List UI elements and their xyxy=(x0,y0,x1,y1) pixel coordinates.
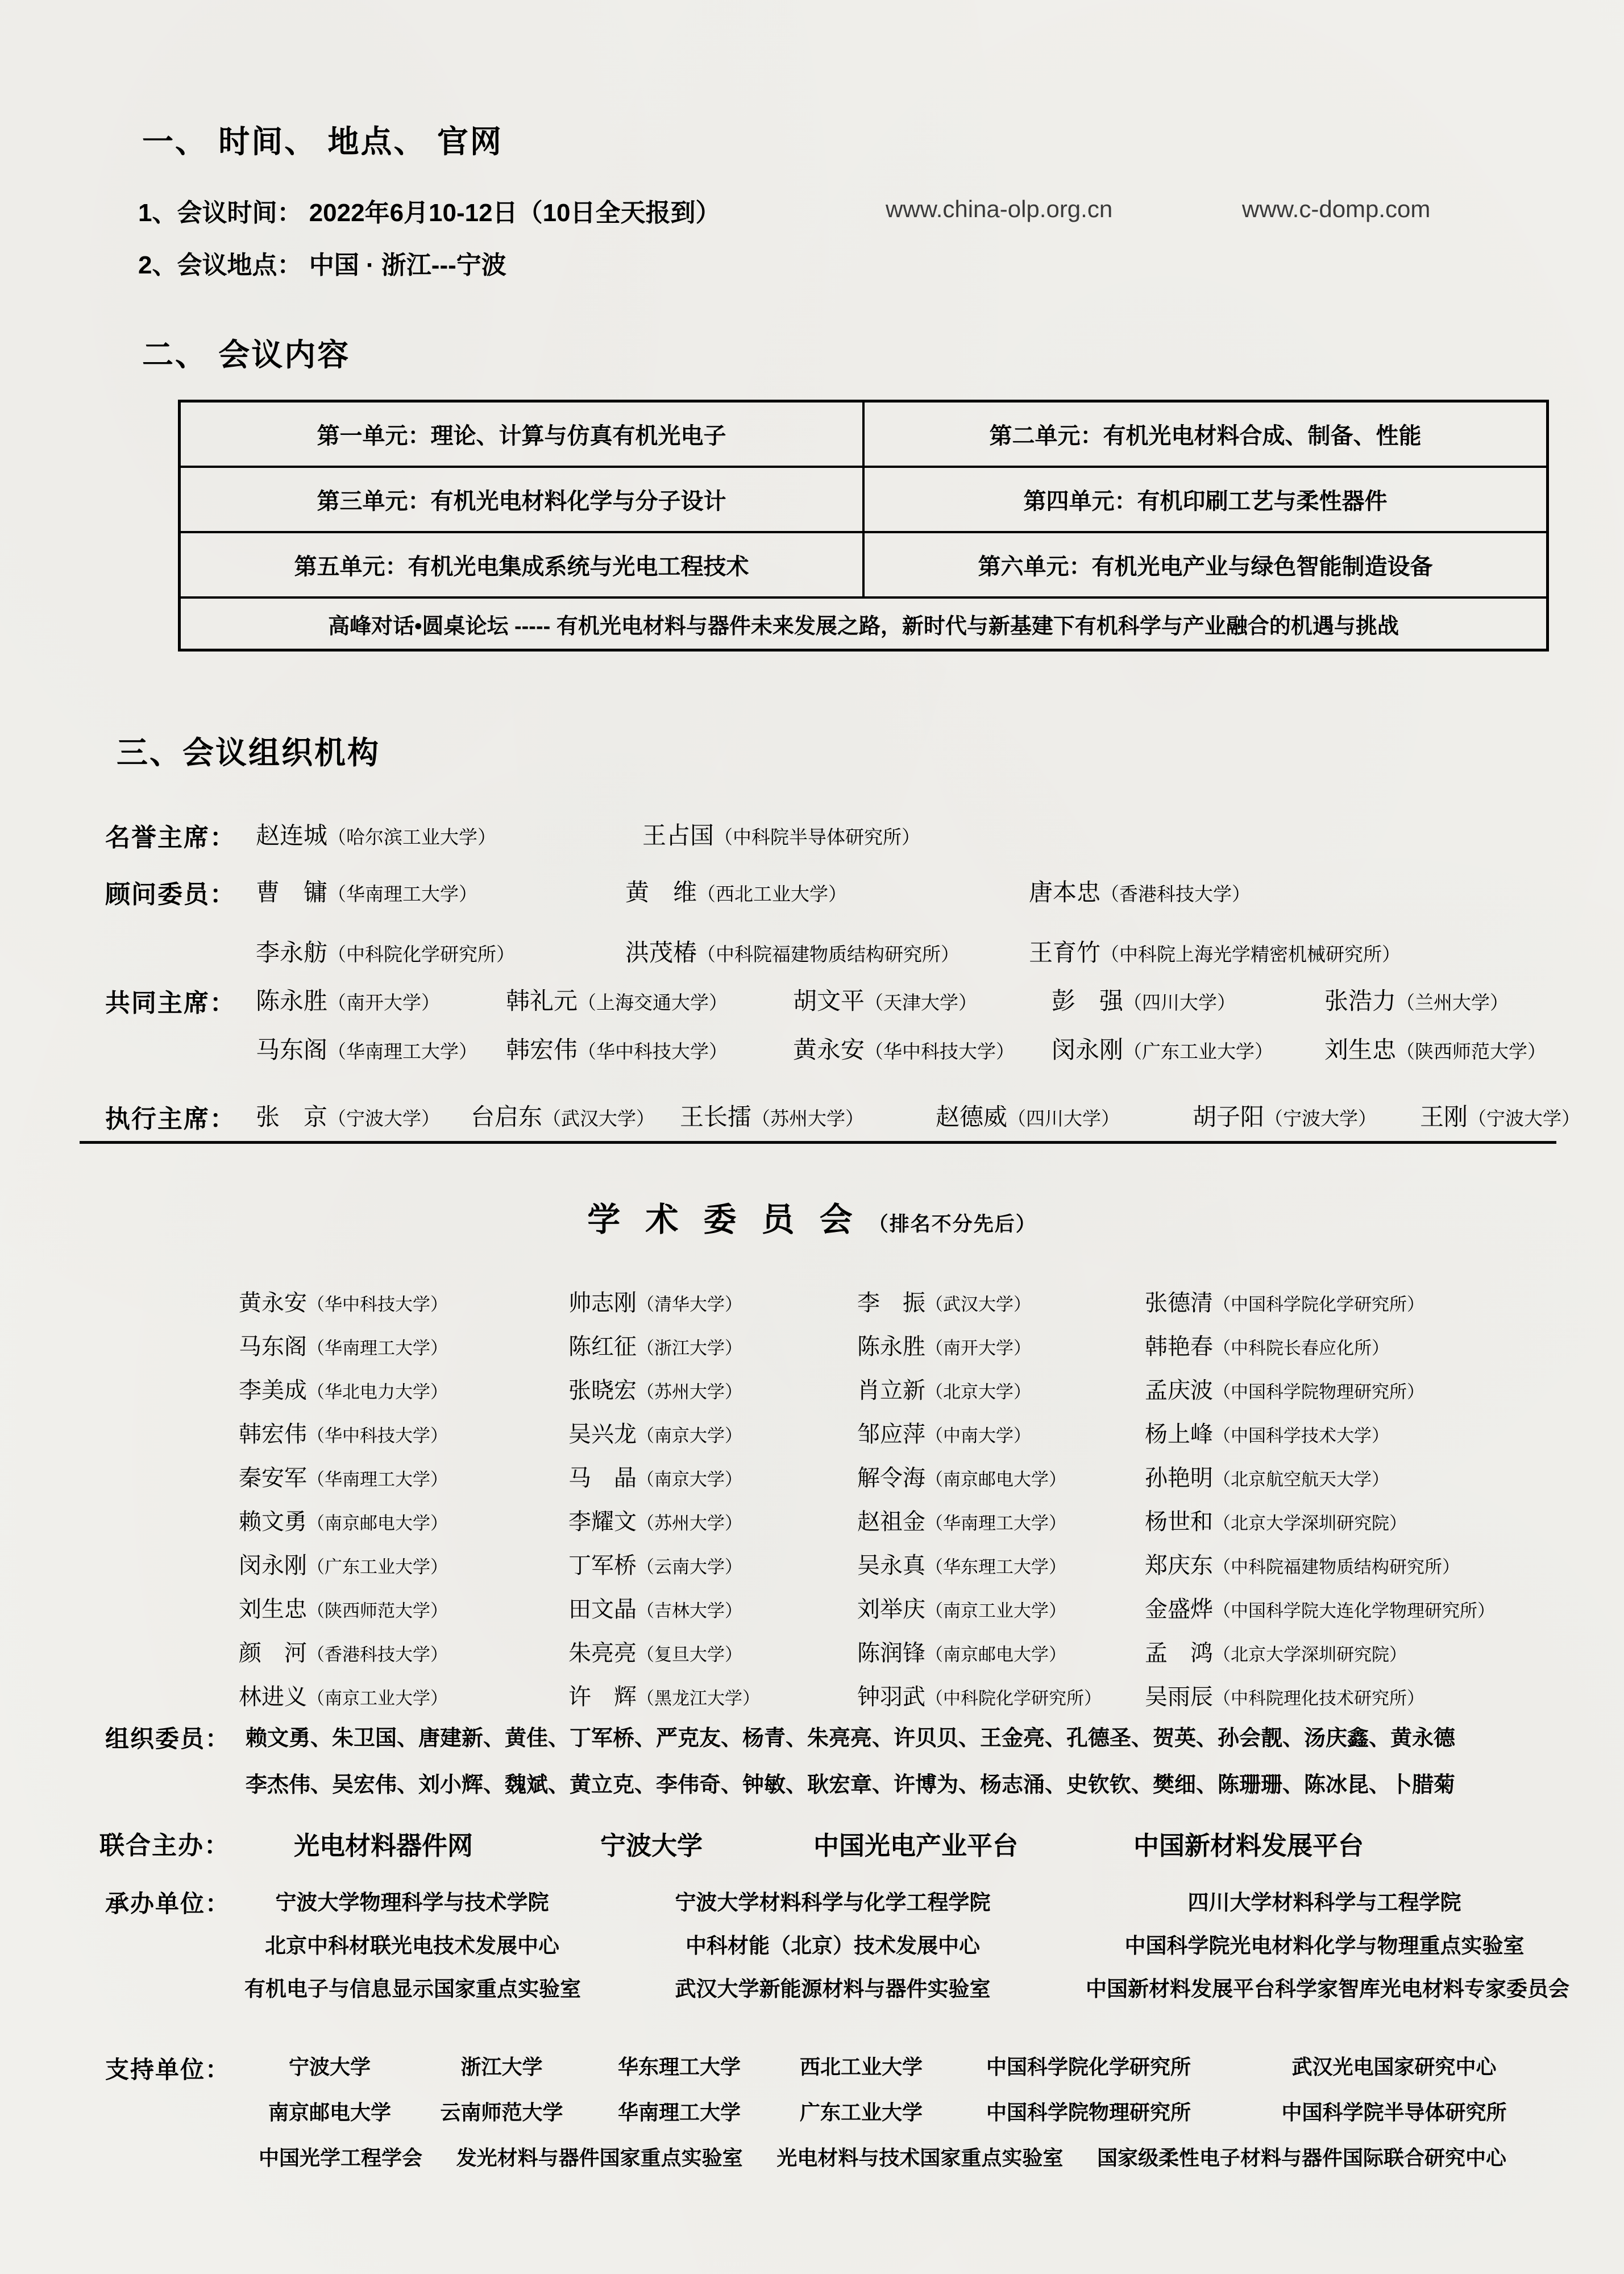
person xyxy=(1193,1098,1420,1132)
person-name: 金盛烨 xyxy=(1145,1597,1213,1622)
person-name: 黄 维 xyxy=(625,879,697,906)
person-affiliation: （华东理工大学） xyxy=(925,1557,1066,1577)
cohost-item: 光电材料器件网 xyxy=(294,1831,474,1860)
person-affiliation: （华中科技大学） xyxy=(865,1041,1015,1062)
person-affiliation: （浙江大学） xyxy=(637,1338,742,1358)
section-heading-time-place: 一、 时间、 地点、 官网 xyxy=(142,124,503,159)
committee-member xyxy=(857,1547,1145,1580)
committee-member xyxy=(857,1372,1145,1405)
committee-member xyxy=(568,1329,857,1361)
section-heading-content: 二、 会议内容 xyxy=(142,337,351,372)
person-affiliation: （哈尔滨工业大学） xyxy=(327,827,497,848)
committee-member xyxy=(1145,1635,1563,1667)
person-affiliation: （北京大学深圳研究院） xyxy=(1213,1513,1407,1533)
session-cell: 第四单元：有机印刷工艺与柔性器件 xyxy=(862,468,1546,531)
person-affiliation: （天津大学） xyxy=(865,992,978,1013)
person-name: 李耀文 xyxy=(568,1509,637,1534)
person-affiliation: （吉林大学） xyxy=(637,1601,742,1621)
officer-label: 顾问委员： xyxy=(105,881,236,908)
person-name: 吴永真 xyxy=(857,1553,925,1578)
person-affiliation: （香港科技大学） xyxy=(307,1645,448,1665)
person-name: 帅志刚 xyxy=(568,1290,637,1316)
committee-member xyxy=(568,1635,857,1667)
person-name: 钟羽武 xyxy=(857,1684,925,1709)
committee-member xyxy=(239,1547,568,1580)
person-name: 闵永刚 xyxy=(1052,1036,1124,1063)
person-affiliation: （中国科学院大连化学物理研究所） xyxy=(1213,1601,1495,1621)
person xyxy=(471,1098,680,1132)
committee-member xyxy=(1145,1679,1563,1711)
person-name: 唐本忠 xyxy=(1029,879,1101,906)
organizer-unit: 北京中科材联光电技术发展中心 xyxy=(265,1934,559,1957)
committee-member xyxy=(568,1460,857,1492)
officer-line xyxy=(256,874,1577,908)
cohost-item: 宁波大学 xyxy=(600,1831,703,1860)
person xyxy=(642,817,1577,851)
committee-member xyxy=(568,1504,857,1536)
person-affiliation: （中国科学技术大学） xyxy=(1213,1426,1389,1446)
person xyxy=(256,1098,471,1132)
person-affiliation: （四川大学） xyxy=(1007,1108,1120,1129)
committee-member xyxy=(1145,1460,1563,1492)
website-link-secondary[interactable]: www.c-domp.com xyxy=(1242,196,1431,222)
officer-line xyxy=(256,1031,1577,1065)
person-affiliation: （四川大学） xyxy=(1123,992,1236,1013)
person-name: 丁军桥 xyxy=(568,1553,637,1578)
person-affiliation: （中国科学院物理研究所） xyxy=(1213,1382,1424,1402)
person-name: 马东阁 xyxy=(256,1036,328,1063)
support-unit: 中国科学院化学研究所 xyxy=(986,2055,1191,2078)
committee-member xyxy=(568,1547,857,1580)
person-affiliation: （武汉大学） xyxy=(925,1294,1031,1314)
person-affiliation: （华中科技大学） xyxy=(307,1426,448,1446)
person-affiliation: （北京大学） xyxy=(925,1382,1031,1402)
person-affiliation: （西北工业大学） xyxy=(697,883,848,904)
table-row xyxy=(181,468,1546,533)
person-affiliation: （宁波大学） xyxy=(1468,1108,1581,1129)
support-units-label: 支持单位： xyxy=(105,2056,231,2083)
person xyxy=(793,1031,1052,1065)
committee-member xyxy=(239,1679,568,1711)
person xyxy=(1052,982,1324,1016)
person-name: 胡文平 xyxy=(793,987,865,1014)
committee-member xyxy=(239,1591,568,1624)
session-cell: 第二单元：有机光电材料合成、制备、性能 xyxy=(862,402,1546,466)
committee-member xyxy=(239,1504,568,1536)
person-name: 王育竹 xyxy=(1029,939,1101,966)
person xyxy=(256,1031,506,1065)
person-affiliation: （清华大学） xyxy=(637,1294,742,1314)
person-name: 李 振 xyxy=(857,1290,925,1316)
session-table xyxy=(178,400,1549,652)
support-unit: 西北工业大学 xyxy=(799,2055,923,2078)
person xyxy=(793,982,1052,1016)
person-name: 闵永刚 xyxy=(239,1553,307,1578)
person-name: 马 晶 xyxy=(568,1466,637,1491)
person-name: 赵德威 xyxy=(936,1103,1008,1130)
person-name: 吴兴龙 xyxy=(568,1422,637,1447)
committee-member xyxy=(239,1635,568,1667)
organizer-unit: 中科材能（北京）技术发展中心 xyxy=(686,1934,980,1957)
person-affiliation: （黑龙江大学） xyxy=(637,1688,760,1708)
person xyxy=(256,874,625,908)
session-cell: 第一单元：理论、计算与仿真有机光电子 xyxy=(317,424,726,449)
person-name: 陈红征 xyxy=(568,1334,637,1359)
person-affiliation: （华北电力大学） xyxy=(307,1382,448,1402)
person-affiliation: （兰州大学） xyxy=(1396,992,1509,1013)
organizer-unit: 中国新材料发展平台科学家智库光电材料专家委员会 xyxy=(1086,1977,1569,2001)
person-name: 杨世和 xyxy=(1145,1509,1213,1534)
person-name: 刘生忠 xyxy=(239,1597,307,1622)
person-affiliation: （广东工业大学） xyxy=(307,1557,448,1577)
committee-member xyxy=(239,1329,568,1361)
person-name: 孙艳明 xyxy=(1145,1466,1213,1491)
person-affiliation: （华南理工大学） xyxy=(925,1513,1066,1533)
officer-line xyxy=(256,817,1577,851)
committee-member xyxy=(857,1460,1145,1492)
person xyxy=(1324,982,1577,1016)
section-divider xyxy=(80,1141,1556,1144)
person-affiliation: （南京邮电大学） xyxy=(925,1470,1066,1489)
organizing-committee-line: 李杰伟、吴宏伟、刘小辉、魏斌、黄立克、李伟奇、钟敏、耿宏章、许博为、杨志涌、史钦钦、樊细、陈珊珊、陈冰昆、卜腊菊 xyxy=(246,1773,1456,1797)
person-name: 台启东 xyxy=(471,1103,543,1130)
executive-chair-row xyxy=(105,1098,1581,1135)
support-units-row xyxy=(244,2097,1563,2126)
person xyxy=(256,817,642,851)
person xyxy=(506,1031,793,1065)
organizer-unit: 武汉大学新能源材料与器件实验室 xyxy=(675,1977,991,2001)
organizer-units-label: 承办单位： xyxy=(105,1890,231,1917)
committee-member xyxy=(1145,1329,1563,1361)
organizer-units-row xyxy=(244,1928,1563,1959)
table-row xyxy=(181,402,1546,468)
table-row xyxy=(181,533,1546,599)
person-name: 林进义 xyxy=(239,1684,307,1709)
person-affiliation: （苏州大学） xyxy=(751,1108,865,1129)
person-name: 王刚 xyxy=(1420,1103,1468,1130)
support-unit: 浙江大学 xyxy=(460,2055,543,2078)
person-name: 陈永胜 xyxy=(256,987,328,1014)
session-cell: 第三单元：有机光电材料化学与分子设计 xyxy=(317,489,726,514)
person-affiliation: （中国科学院化学研究所） xyxy=(1213,1294,1424,1314)
support-unit: 华东理工大学 xyxy=(617,2055,741,2078)
person-name: 赵连城 xyxy=(256,822,328,849)
cohost-item: 中国光电产业平台 xyxy=(813,1831,1019,1860)
person-affiliation: （中科院化学研究所） xyxy=(327,944,516,965)
person-affiliation: （南京工业大学） xyxy=(307,1688,448,1708)
person-name: 张 京 xyxy=(256,1103,328,1130)
organizer-units-row xyxy=(244,1885,1563,1916)
support-unit: 云南师范大学 xyxy=(440,2101,563,2124)
person-affiliation: （南京大学） xyxy=(637,1426,742,1446)
person-name: 解令海 xyxy=(857,1466,925,1491)
person-name: 郑庆东 xyxy=(1145,1553,1213,1578)
person xyxy=(625,874,1029,908)
committee-member xyxy=(568,1285,857,1317)
person-name: 韩宏伟 xyxy=(239,1422,307,1447)
person-name: 韩礼元 xyxy=(506,987,578,1014)
person-name: 陈永胜 xyxy=(857,1334,925,1359)
committee-member xyxy=(857,1416,1145,1449)
person-name: 黄永安 xyxy=(239,1290,307,1316)
person-name: 彭 强 xyxy=(1052,987,1124,1014)
organizing-committee-line: 赖文勇、朱卫国、唐建新、黄佳、丁军桥、严克友、杨青、朱亮亮、许贝贝、王金亮、孔德圣、贺英、孙会靓、汤庆鑫、黄永德 xyxy=(246,1727,1456,1750)
person-affiliation: （陕西师范大学） xyxy=(1396,1041,1547,1062)
conference-time-line: 1、会议时间： 2022年6月10-12日（10日全天报到） xyxy=(138,199,721,227)
committee-member xyxy=(1145,1416,1563,1449)
officer-line xyxy=(256,982,1577,1016)
person xyxy=(680,1098,936,1132)
person-name: 洪茂椿 xyxy=(625,939,697,966)
person xyxy=(506,982,793,1016)
person-affiliation: （华南理工大学） xyxy=(327,883,478,904)
person-name: 刘生忠 xyxy=(1324,1036,1397,1063)
organizer-unit: 中国科学院光电材料化学与物理重点实验室 xyxy=(1124,1934,1525,1957)
committee-member xyxy=(239,1285,568,1317)
person-affiliation: （华中科技大学） xyxy=(578,1041,728,1062)
person-name: 李永舫 xyxy=(256,939,328,966)
officer-line xyxy=(256,934,1577,968)
person-affiliation: （中科院福建物质结构研究所） xyxy=(697,944,960,965)
organizer-unit: 四川大学材料科学与工程学院 xyxy=(1187,1891,1461,1914)
person-name: 陈润锋 xyxy=(857,1641,925,1666)
person-affiliation: （中科院理化技术研究所） xyxy=(1213,1688,1424,1708)
honorary-chair-row xyxy=(105,817,1577,853)
committee-member xyxy=(1145,1372,1563,1405)
committee-member xyxy=(857,1329,1145,1361)
person-affiliation: （武汉大学） xyxy=(542,1108,655,1129)
organizer-unit: 有机电子与信息显示国家重点实验室 xyxy=(244,1977,581,2001)
person xyxy=(256,982,506,1016)
person xyxy=(625,934,1029,968)
person xyxy=(1029,874,1577,908)
support-unit: 光电材料与技术国家重点实验室 xyxy=(776,2146,1064,2169)
committee-member xyxy=(857,1635,1145,1667)
organizing-committee-label: 组织委员： xyxy=(105,1725,231,1752)
person xyxy=(256,934,625,968)
person-affiliation: （宁波大学） xyxy=(327,1108,441,1129)
person xyxy=(936,1098,1193,1132)
committee-member xyxy=(1145,1285,1563,1317)
person-name: 马东阁 xyxy=(239,1334,307,1359)
organizer-unit: 宁波大学物理科学与技术学院 xyxy=(275,1891,549,1914)
support-unit: 中国科学院物理研究所 xyxy=(986,2101,1191,2124)
person-affiliation: （中南大学） xyxy=(925,1426,1031,1446)
support-unit: 武汉光电国家研究中心 xyxy=(1291,2055,1497,2078)
person-name: 肖立新 xyxy=(857,1378,925,1403)
academic-committee-title: 学 术 委 员 会 xyxy=(587,1201,861,1238)
committee-member xyxy=(239,1372,568,1405)
advisory-committee-row xyxy=(105,874,1577,968)
person-affiliation: （南京大学） xyxy=(637,1470,742,1489)
person-name: 孟庆波 xyxy=(1145,1378,1213,1403)
support-unit: 中国科学院半导体研究所 xyxy=(1281,2101,1507,2124)
person-affiliation: （华中科技大学） xyxy=(307,1294,448,1314)
person xyxy=(1324,1031,1577,1065)
person-affiliation: （中科院化学研究所） xyxy=(925,1688,1102,1708)
person-affiliation: （北京航空航天大学） xyxy=(1213,1470,1389,1489)
person-affiliation: （华南理工大学） xyxy=(307,1470,448,1489)
person-affiliation: （苏州大学） xyxy=(637,1382,742,1402)
person-affiliation: （南京邮电大学） xyxy=(307,1513,448,1533)
committee-member xyxy=(239,1460,568,1492)
roundtable-forum-row: 高峰对话•圆桌论坛 ----- 有机光电材料与器件未来发展之路，新时代与新基建下有机科学与产业融合的机遇与挑战 xyxy=(328,614,1399,638)
organizer-unit: 宁波大学材料科学与化学工程学院 xyxy=(675,1891,991,1914)
support-unit: 华南理工大学 xyxy=(617,2101,741,2124)
person-name: 曹 镛 xyxy=(256,879,328,906)
session-cell: 第五单元：有机光电集成系统与光电工程技术 xyxy=(294,554,749,579)
person-affiliation: （南开大学） xyxy=(327,992,441,1013)
committee-member xyxy=(239,1416,568,1449)
committee-member xyxy=(1145,1504,1563,1536)
person-name: 田文晶 xyxy=(568,1597,637,1622)
officer-label: 执行主席： xyxy=(105,1105,236,1133)
person-name: 张德清 xyxy=(1145,1290,1213,1316)
person-name: 黄永安 xyxy=(793,1036,865,1063)
person-name: 王占国 xyxy=(642,822,715,849)
person xyxy=(1420,1098,1580,1132)
person-affiliation: （北京大学深圳研究院） xyxy=(1213,1645,1407,1665)
person-affiliation: （苏州大学） xyxy=(637,1513,742,1533)
person-affiliation: （中科院半导体研究所） xyxy=(714,827,921,848)
support-unit: 中国光学工程学会 xyxy=(259,2146,423,2169)
person-affiliation: （陕西师范大学） xyxy=(307,1601,448,1621)
cohost-label: 联合主办： xyxy=(99,1832,230,1860)
person xyxy=(1052,1031,1324,1065)
person-name: 赖文勇 xyxy=(239,1509,307,1534)
person-name: 韩艳春 xyxy=(1145,1334,1213,1359)
website-link-primary[interactable]: www.china-olp.org.cn xyxy=(886,196,1113,222)
person xyxy=(1029,934,1577,968)
support-unit: 发光材料与器件国家重点实验室 xyxy=(456,2146,743,2169)
committee-member xyxy=(568,1372,857,1405)
support-units-row xyxy=(244,2051,1563,2080)
person-affiliation: （华南理工大学） xyxy=(327,1041,478,1062)
committee-member xyxy=(568,1591,857,1624)
person-name: 许 辉 xyxy=(568,1684,637,1709)
person-name: 邹应萍 xyxy=(857,1422,925,1447)
person-name: 韩宏伟 xyxy=(506,1036,578,1063)
person-affiliation: （南京邮电大学） xyxy=(925,1645,1066,1665)
person-name: 杨上峰 xyxy=(1145,1422,1213,1447)
officer-line xyxy=(256,1098,1580,1132)
support-unit: 国家级柔性电子材料与器件国际联合研究中心 xyxy=(1096,2146,1506,2169)
person-affiliation: （华南理工大学） xyxy=(307,1338,448,1358)
person-affiliation: （中科院上海光学精密机械研究所） xyxy=(1100,944,1401,965)
academic-committee-subtitle: （排名不分先后） xyxy=(868,1213,1037,1235)
support-unit: 宁波大学 xyxy=(288,2055,371,2078)
committee-member xyxy=(568,1679,857,1711)
committee-member xyxy=(857,1285,1145,1317)
support-units-row xyxy=(259,2142,1506,2171)
support-unit: 广东工业大学 xyxy=(799,2101,923,2124)
person-affiliation: （宁波大学） xyxy=(1264,1108,1377,1129)
person-name: 赵祖金 xyxy=(857,1509,925,1534)
cohost-item: 中国新材料发展平台 xyxy=(1133,1831,1364,1860)
committee-member xyxy=(857,1504,1145,1536)
section-heading-organization: 三、会议组织机构 xyxy=(117,735,381,770)
person-name: 王长擂 xyxy=(680,1103,752,1130)
support-unit: 南京邮电大学 xyxy=(268,2101,391,2124)
person-name: 颜 河 xyxy=(239,1641,307,1666)
committee-member xyxy=(568,1416,857,1449)
session-cell: 第六单元：有机光电产业与绿色智能制造设备 xyxy=(862,533,1546,596)
academic-committee-grid xyxy=(239,1279,1563,1717)
committee-member xyxy=(1145,1591,1563,1624)
person-name: 张晓宏 xyxy=(568,1378,637,1403)
person-name: 吴雨辰 xyxy=(1145,1684,1213,1709)
co-chair-row xyxy=(105,982,1577,1065)
committee-member xyxy=(857,1591,1145,1624)
academic-committee-heading xyxy=(0,1193,1624,1240)
officer-label: 共同主席： xyxy=(105,989,236,1017)
conference-place-line: 2、会议地点： 中国 · 浙江---宁波 xyxy=(138,251,506,279)
person-name: 张浩力 xyxy=(1324,987,1397,1014)
person-name: 李美成 xyxy=(239,1378,307,1403)
person-name: 胡子阳 xyxy=(1193,1103,1265,1130)
committee-member xyxy=(1145,1547,1563,1580)
officer-label: 名誉主席： xyxy=(105,824,236,852)
person-name: 刘举庆 xyxy=(857,1597,925,1622)
person-affiliation: （南京工业大学） xyxy=(925,1601,1066,1621)
person-affiliation: （广东工业大学） xyxy=(1123,1041,1274,1062)
person-affiliation: （中科院长春应化所） xyxy=(1213,1338,1389,1358)
person-affiliation: （云南大学） xyxy=(637,1557,742,1577)
person-affiliation: （上海交通大学） xyxy=(578,992,728,1013)
person-affiliation: （复旦大学） xyxy=(637,1645,742,1665)
person-name: 孟 鸿 xyxy=(1145,1641,1213,1666)
organizer-units-row xyxy=(244,1972,1569,2002)
person-name: 朱亮亮 xyxy=(568,1641,637,1666)
committee-member xyxy=(857,1679,1145,1711)
person-affiliation: （南开大学） xyxy=(925,1338,1031,1358)
person-name: 秦安军 xyxy=(239,1466,307,1491)
person-affiliation: （香港科技大学） xyxy=(1100,883,1251,904)
person-affiliation: （中科院福建物质结构研究所） xyxy=(1213,1557,1460,1577)
